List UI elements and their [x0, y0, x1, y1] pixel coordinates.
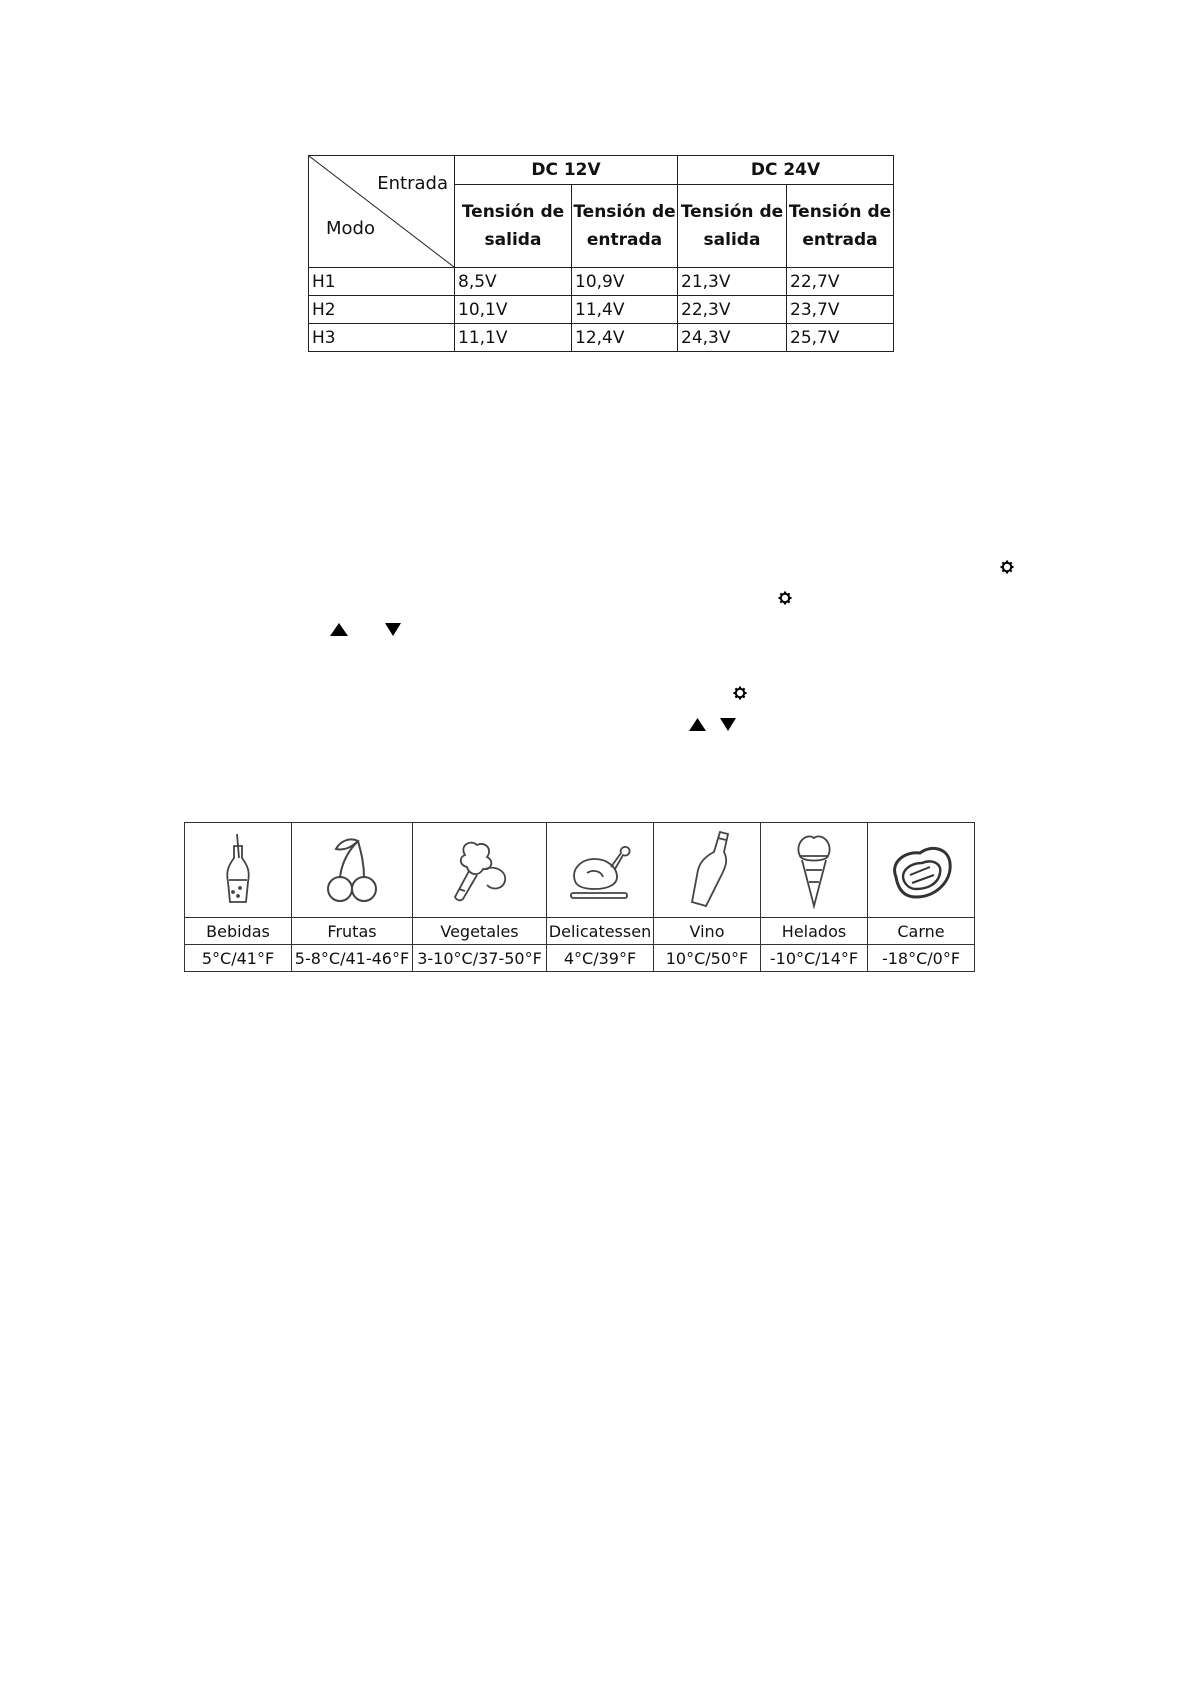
sub-header-line: Tensión de [461, 202, 565, 222]
gear-icon [1000, 560, 1014, 574]
food-temperature: 3-10°C/37-50°F [413, 945, 547, 972]
sub-header [455, 185, 572, 268]
food-temperature: 5-8°C/41-46°F [292, 945, 413, 972]
ice-cream-icon [792, 830, 836, 910]
sub-header-line: Tensión de [788, 202, 892, 222]
steak-icon [886, 835, 956, 905]
value-cell: 21,3V [678, 268, 787, 296]
food-name: Frutas [292, 918, 413, 945]
sub-header-line: salida [484, 230, 542, 250]
corner-header [309, 156, 455, 268]
sub-header [787, 185, 894, 268]
table-row [309, 324, 894, 352]
wine-bottle-icon [680, 830, 734, 910]
food-icon-cell [413, 823, 547, 918]
name-row [185, 918, 975, 945]
group-header-dc24: DC 24V [678, 156, 894, 185]
corner-mode-label: Modo [326, 218, 375, 239]
food-temperature: -18°C/0°F [868, 945, 975, 972]
value-cell: 22,3V [678, 296, 787, 324]
food-name: Delicatessen [547, 918, 654, 945]
food-temperature: 10°C/50°F [654, 945, 761, 972]
value-cell: 22,7V [787, 268, 894, 296]
vegetables-icon [445, 835, 515, 905]
food-name: Carne [868, 918, 975, 945]
bottle-icon [218, 832, 258, 908]
mode-cell: H1 [309, 268, 455, 296]
food-storage-table [184, 822, 975, 972]
triangle-up-icon [330, 623, 348, 636]
value-cell: 12,4V [572, 324, 678, 352]
value-cell: 10,9V [572, 268, 678, 296]
value-cell: 10,1V [455, 296, 572, 324]
food-name: Vegetales [413, 918, 547, 945]
value-cell: 11,4V [572, 296, 678, 324]
triangle-down-icon [385, 623, 401, 636]
value-cell: 8,5V [455, 268, 572, 296]
food-temperature: 4°C/39°F [547, 945, 654, 972]
sub-header-line: entrada [586, 230, 663, 250]
food-temperature: 5°C/41°F [185, 945, 292, 972]
food-icon-cell [185, 823, 292, 918]
food-icon-cell [292, 823, 413, 918]
gear-icon [733, 686, 747, 700]
sub-header [678, 185, 787, 268]
triangle-down-icon [720, 718, 736, 731]
value-cell: 25,7V [787, 324, 894, 352]
sub-header-line: Tensión de [680, 202, 784, 222]
value-cell: 24,3V [678, 324, 787, 352]
food-name: Vino [654, 918, 761, 945]
food-icon-cell [547, 823, 654, 918]
sub-header-line: entrada [802, 230, 878, 250]
mode-cell: H2 [309, 296, 455, 324]
food-icon-cell [761, 823, 868, 918]
sub-header-line: Tensión de [573, 202, 676, 222]
temperature-row [185, 945, 975, 972]
food-name: Helados [761, 918, 868, 945]
corner-input-label: Entrada [377, 173, 448, 194]
value-cell: 23,7V [787, 296, 894, 324]
triangle-up-icon [689, 718, 706, 731]
sub-header [572, 185, 678, 268]
table-row [309, 268, 894, 296]
food-name: Bebidas [185, 918, 292, 945]
gear-icon [778, 591, 792, 605]
food-icon-cell [868, 823, 975, 918]
food-temperature: -10°C/14°F [761, 945, 868, 972]
cherries-icon [324, 835, 380, 905]
roast-chicken-icon [567, 837, 633, 903]
group-header-dc12: DC 12V [455, 156, 678, 185]
food-icon-cell [654, 823, 761, 918]
sub-header-line: salida [703, 230, 761, 250]
table-row [309, 296, 894, 324]
icon-row [185, 823, 975, 918]
voltage-table [308, 155, 894, 352]
mode-cell: H3 [309, 324, 455, 352]
value-cell: 11,1V [455, 324, 572, 352]
